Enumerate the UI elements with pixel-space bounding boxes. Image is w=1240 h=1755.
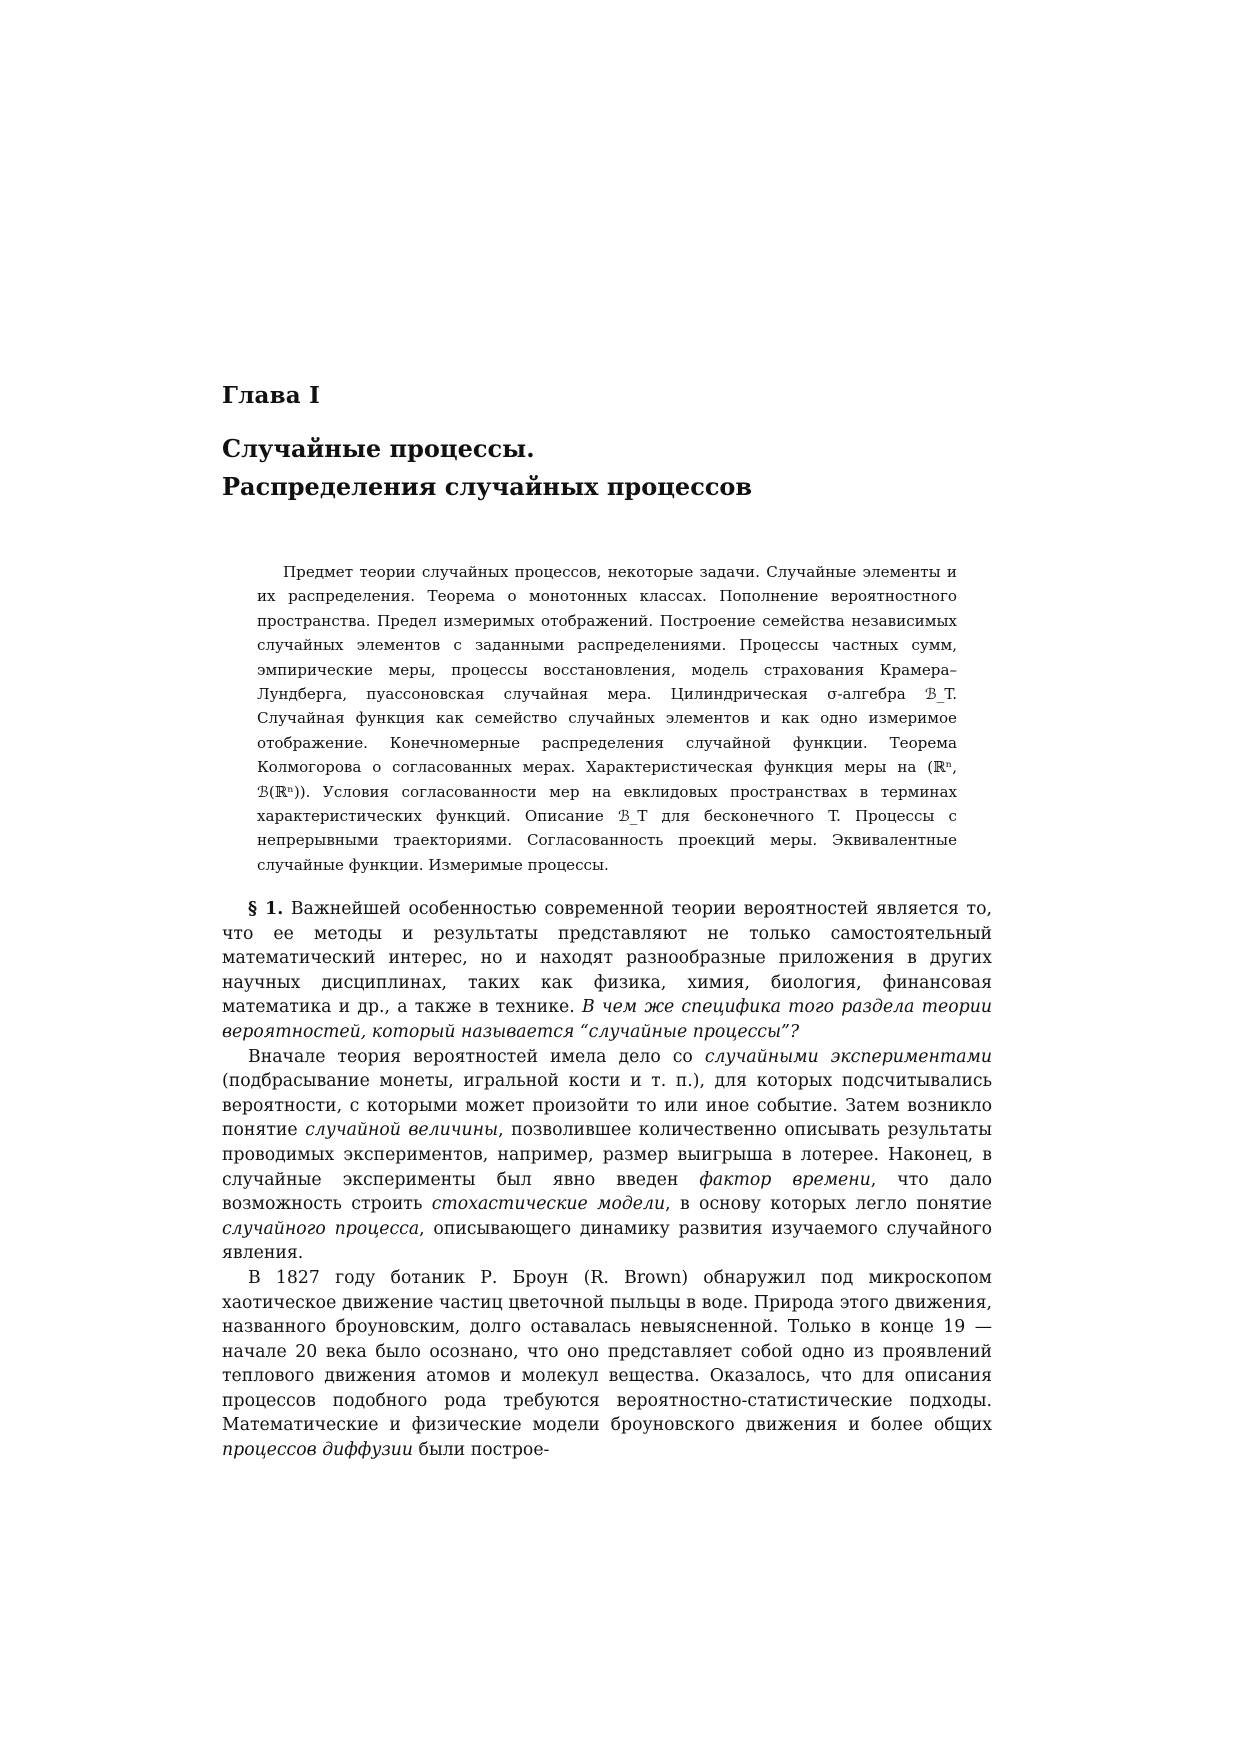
paragraph-1-text: Важнейшей особенностью современной теории вероятностей является то, что ее методы и результаты представляют не только самостоятельный математический интерес, но и находят разнообразные приложения в других научных дисциплинах, таких как физика, химия, биология, финансовая математика и др., а также в технике. — [222, 899, 992, 1018]
paragraph-2-text-d: , что дало возможность строить — [222, 1169, 992, 1215]
chapter-title — [222, 430, 1042, 506]
paragraph-2-text-c: , позволившее количественно описывать результаты проводимых экспериментов, например, размер выигрыша в лотерее. Наконец, в случайные эксперименты был явно введен — [222, 1120, 992, 1190]
chapter-title-line-2: Распределения случайных процессов — [222, 472, 753, 501]
paragraph-3-text-a: В 1827 году ботаник Р. Броун (R. Brown) обнаружил под микроскопом хаотическое движение частиц цветочной пыльцы в воде. Природа этого движения, названного броуновским, долго оставалась невыясненной. Только в конце 19 — начале 20 века было осознано, что оно представляет собой одно из проявлений теплового движения атомов и молекул вещества. Оказалось, что для описания процессов подобного рода требуются вероятностно-статистические подходы. Математические и физические модели броуновского движения и более общих — [222, 1267, 992, 1436]
section-1-body — [222, 897, 992, 1463]
chapter-abstract: Предмет теории случайных процессов, некоторые задачи. Случайные элементы и их распределения. Теорема о монотонных классах. Пополнение вероятностного пространства. Предел измеримых отображений. Построение семейства независимых случайных элементов с заданными распределениями. Процессы частных сумм, эмпирические меры, процессы восстановления, модель страхования Крамера–Лундберга, пуассоновская случайная мера. Цилиндрическая σ-алгебра ℬ_T. Случайная функция как семейство случайных элементов и как одно измеримое отображение. Конечномерные распределения случайной функции. Теорема Колмогорова о согласованных мерах. Характеристическая функция меры на (ℝⁿ, ℬ(ℝⁿ)). Условия согласованности мер на евклидовых пространствах в терминах характеристических функций. Описание ℬ_T для бесконечного T. Процессы с непрерывными траекториями. Согласованность проекций меры. Эквивалентные случайные функции. Измеримые процессы. — [257, 563, 957, 874]
term-time-factor: фактор времени — [699, 1169, 871, 1190]
paragraph-3 — [222, 1266, 992, 1463]
chapter-title-line-1: Случайные процессы. — [222, 434, 535, 463]
paragraph-2-text-a: Вначале теория вероятностей имела дело со — [248, 1046, 705, 1067]
paragraph-1-question: В чем же специфика того раздела теории вероятностей, который называется “случайные процессы”? — [222, 997, 993, 1042]
paragraph-1 — [222, 897, 992, 1045]
term-diffusion-processes: процессов диффузии — [222, 1440, 414, 1461]
paragraph-2-text-b: (подбрасывание монеты, игральной кости и т. п.), для которых подсчитывались вероятности, с которыми может произойти то или иное событие. Затем возникло понятие — [222, 1071, 992, 1141]
term-random-process: случайного процесса — [222, 1218, 420, 1239]
paragraph-3-text-b: были построе- — [413, 1440, 550, 1461]
section-mark: § 1. — [248, 899, 284, 919]
paragraph-2-text-e: , в основу которых легло понятие — [665, 1194, 992, 1215]
chapter-label: Глава I — [222, 382, 321, 409]
paragraph-2-text-f: , описывающего динамику развития изучаемого случайного явления. — [222, 1218, 992, 1264]
paragraph-2 — [222, 1045, 992, 1266]
term-random-variable: случайной величины — [305, 1120, 499, 1141]
term-random-experiments: случайными экспериментами — [704, 1046, 992, 1067]
term-stochastic-models: стохастические модели — [431, 1194, 666, 1215]
